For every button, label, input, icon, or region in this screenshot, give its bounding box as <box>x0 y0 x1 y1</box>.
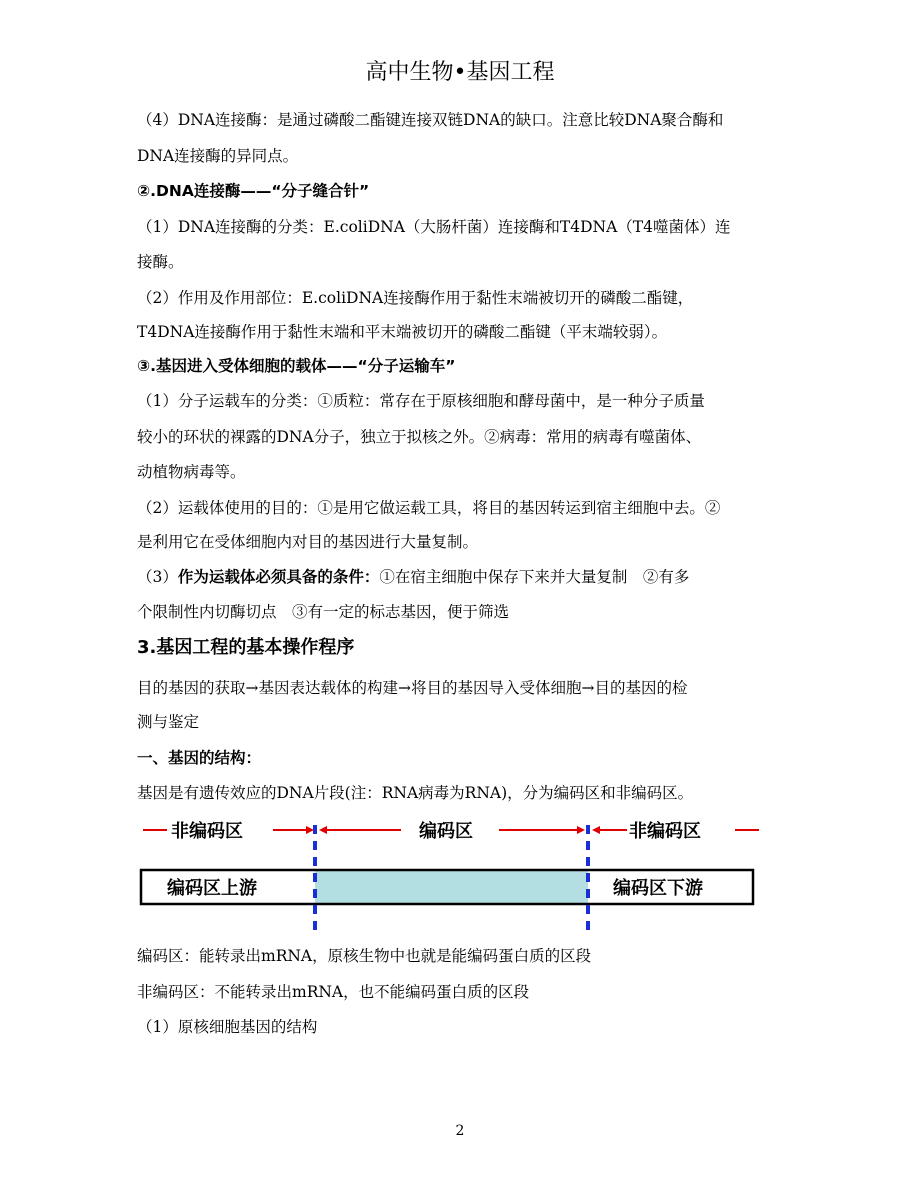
gene-structure-diagram <box>137 815 767 935</box>
section-heading: 一、基因的结构： <box>137 749 262 767</box>
text-line: 非编码区：不能转录出mRNA，也不能编码蛋白质的区段 <box>137 983 530 1001</box>
section-heading: ③.基因进入受体细胞的载体——“分子运输车” <box>137 357 456 375</box>
text-line: （1）DNA连接酶的分类：E.coliDNA（大肠杆菌）连接酶和T4DNA（T4噬菌体）连 <box>137 218 731 236</box>
downstream-label: 编码区下游 <box>613 878 703 899</box>
page-number: 2 <box>455 1123 465 1139</box>
text-line: 较小的环状的裸露的DNA分子，独立于拟核之外。②病毒：常用的病毒有噬菌体、 <box>137 428 702 446</box>
bold-phrase: 作为运载体必须具备的条件： <box>177 568 380 586</box>
text-line: 动植物病毒等。 <box>137 463 246 481</box>
text-span: ①在宿主细胞中保存下来并大量复制 ②有多 <box>379 568 690 586</box>
upstream-label: 编码区上游 <box>167 878 257 899</box>
section-heading: ②.DNA连接酶——“分子缝合针” <box>137 182 370 200</box>
arrowhead <box>577 826 585 834</box>
text-line: 基因是有遗传效应的DNA片段(注：RNA病毒为RNA)，分为编码区和非编码区。 <box>137 784 694 802</box>
text-line: 测与鉴定 <box>137 713 200 731</box>
page-title: 高中生物•基因工程 <box>365 60 555 85</box>
noncoding-left-label: 非编码区 <box>171 821 243 842</box>
text-line: 是利用它在受体细胞内对目的基因进行大量复制。 <box>137 533 479 551</box>
coding-region-bar <box>315 870 588 904</box>
text-line: 接酶。 <box>137 253 184 271</box>
list-number: （3） <box>137 568 178 586</box>
text-line: （1）分子运载车的分类：①质粒：常存在于原核细胞和酵母菌中，是一种分子质量 <box>137 392 705 410</box>
coding-label: 编码区 <box>419 821 473 842</box>
text-line: DNA连接酶的异同点。 <box>137 147 299 165</box>
text-line: 编码区：能转录出mRNA，原核生物中也就是能编码蛋白质的区段 <box>137 947 592 965</box>
text-line: T4DNA连接酶作用于黏性末端和平末端被切开的磷酸二酯键（平末端较弱）。 <box>137 323 668 341</box>
text-line: 目的基因的获取→基因表达载体的构建→将目的基因导入受体细胞→目的基因的检 <box>137 679 688 697</box>
text-line <box>137 567 787 587</box>
text-line: （2）作用及作用部位：E.coliDNA连接酶作用于黏性末端被切开的磷酸二酯键， <box>137 289 694 307</box>
arrowhead <box>306 826 314 834</box>
text-line: （2）运载体使用的目的：①是用它做运载工具，将目的基因转运到宿主细胞中去。② <box>137 499 721 517</box>
noncoding-right-label: 非编码区 <box>629 821 701 842</box>
text-line: （4）DNA连接酶：是通过磷酸二酯键连接双链DNA的缺口。注意比较DNA聚合酶和 <box>137 111 724 129</box>
text-line: （1）原核细胞基因的结构 <box>137 1018 318 1036</box>
text-line: 个限制性内切酶切点 ③有一定的标志基因，便于筛选 <box>137 603 510 621</box>
section-heading: 3.基因工程的基本操作程序 <box>137 637 355 658</box>
